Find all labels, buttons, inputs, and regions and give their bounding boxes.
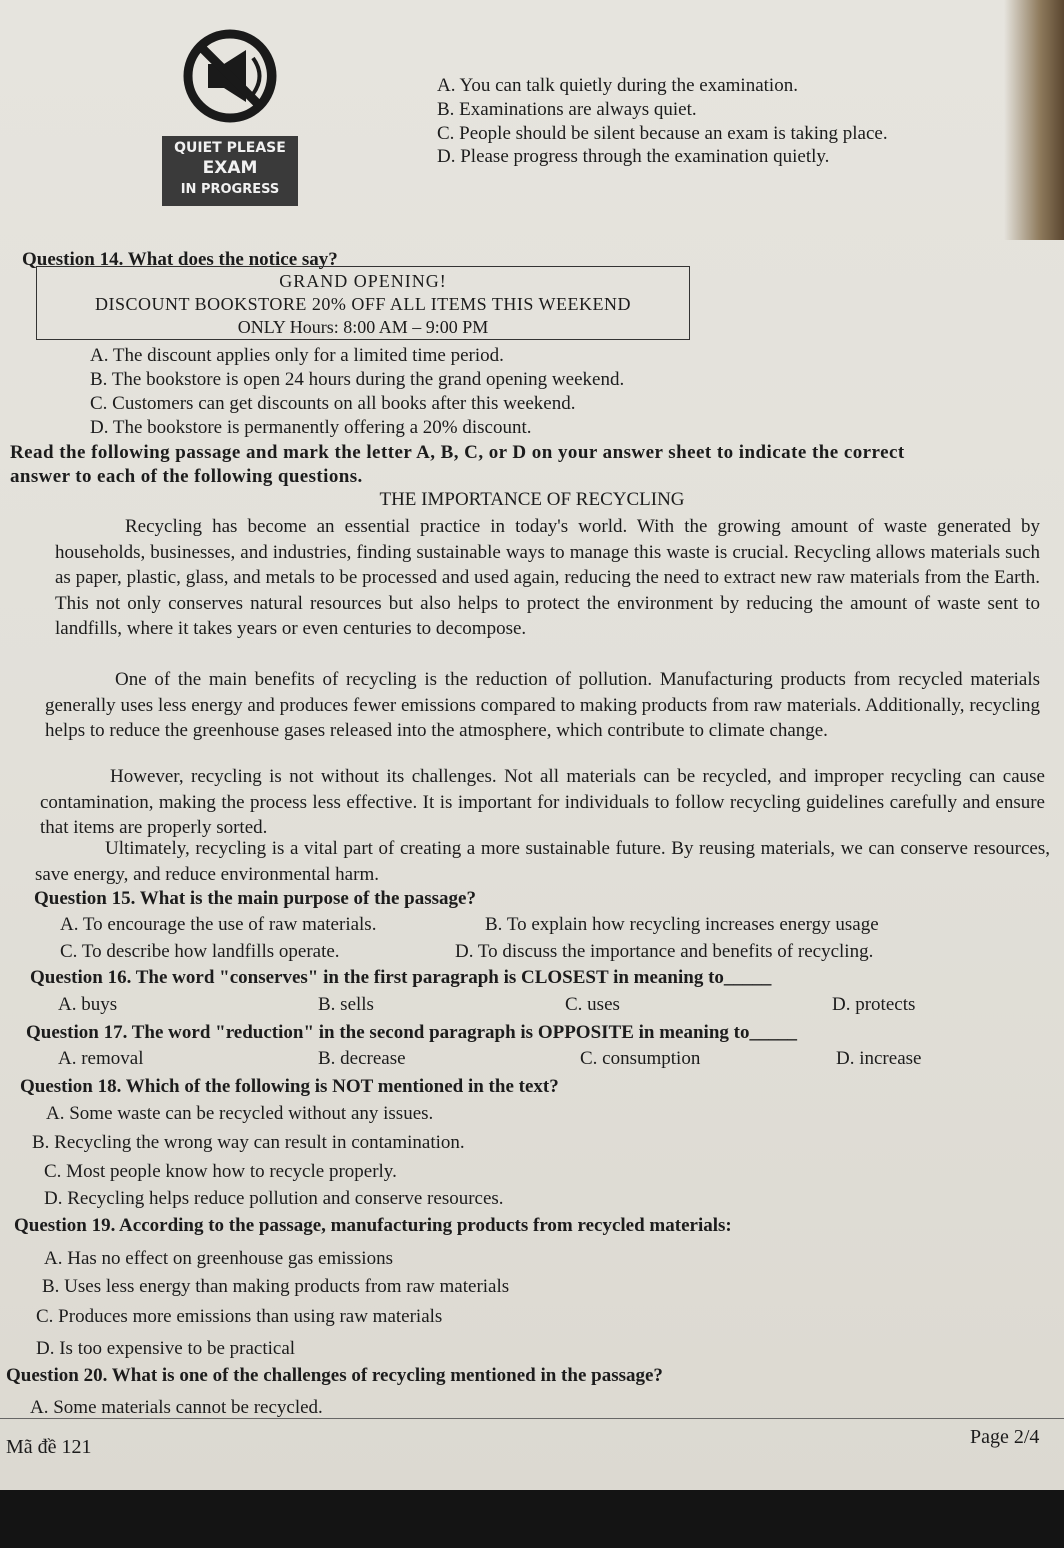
sign-progress-text: IN PROGRESS xyxy=(180,182,280,197)
q15-question: Question 15. What is the main purpose of the passage? xyxy=(34,888,476,909)
paragraph-2-text: One of the main benefits of recycling is the reduction of pollution. Manufacturing products from recycled materials generally uses less energy and produces fewer emissions compared to making products from raw materials. Additionally, recycling helps to reduce the greenhouse gases released into the atmosphere, which contribute to climate change. xyxy=(45,669,1040,741)
q16-option-c: C. uses xyxy=(565,994,620,1015)
q17-question-text: Question 17. The word "reduction" in the second paragraph is OPPOSITE in meaning to_____ xyxy=(26,1022,797,1043)
q18-option-d: D. Recycling helps reduce pollution and conserve resources. xyxy=(44,1188,504,1209)
sign-exam-text: EXAM xyxy=(202,158,258,178)
q19-option-a: A. Has no effect on greenhouse gas emissions xyxy=(44,1248,393,1269)
q13-option-c: C. People should be silent because an exam is taking place. xyxy=(437,123,888,144)
q14-option-a: A. The discount applies only for a limited time period. xyxy=(90,345,504,366)
q16-option-a: A. buys xyxy=(58,994,118,1015)
footer-divider xyxy=(0,1418,1064,1419)
instructions-line-2: answer to each of the following questions. xyxy=(10,466,363,487)
paragraph-4-text: Ultimately, recycling is a vital part of creating a more sustainable future. By reusing materials, we can conserve resources, save energy, and reduce environmental harm. xyxy=(35,838,1050,885)
q17-question xyxy=(26,1021,797,1044)
q15-option-c: C. To describe how landfills operate. xyxy=(60,941,340,962)
q18-question: Question 18. Which of the following is NOT mentioned in the text? xyxy=(20,1076,559,1097)
passage-paragraph-1 xyxy=(55,514,1040,642)
q15-option-a: A. To encourage the use of raw materials. xyxy=(60,914,377,935)
q19-question: Question 19. According to the passage, manufacturing products from recycled materials: xyxy=(14,1215,732,1236)
q19-option-d: D. Is too expensive to be practical xyxy=(36,1338,296,1359)
notice-line-2: DISCOUNT BOOKSTORE 20% OFF ALL ITEMS THIS WEEKEND xyxy=(94,294,632,314)
q16-question xyxy=(30,966,771,989)
page-number: Page 2/4 xyxy=(970,1426,1040,1448)
q18-option-b: B. Recycling the wrong way can result in contamination. xyxy=(32,1132,465,1153)
sign-quiet-text: QUIET PLEASE xyxy=(174,140,286,156)
q18-option-a: A. Some waste can be recycled without any issues. xyxy=(46,1103,434,1124)
instructions-line-1: Read the following passage and mark the letter A, B, C, or D on your answer sheet to indicate the correct xyxy=(10,442,905,463)
q13-option-d: D. Please progress through the examination quietly. xyxy=(437,146,830,167)
q14-option-d: D. The bookstore is permanently offering a 20% discount. xyxy=(90,417,532,438)
passage-title: THE IMPORTANCE OF RECYCLING xyxy=(379,489,685,510)
q14-option-b: B. The bookstore is open 24 hours during the grand opening weekend. xyxy=(90,369,625,390)
q17-option-a: A. removal xyxy=(58,1048,144,1069)
page-edge-shadow xyxy=(1004,0,1064,240)
passage-paragraph-2 xyxy=(45,667,1040,744)
quiet-sign-image xyxy=(150,28,310,208)
passage-paragraph-3 xyxy=(40,764,1045,841)
q15-option-b: B. To explain how recycling increases energy usage xyxy=(485,914,879,935)
exam-code: Mã đề 121 xyxy=(6,1436,92,1458)
q17-option-b: B. decrease xyxy=(318,1048,406,1069)
q20-question: Question 20. What is one of the challenges of recycling mentioned in the passage? xyxy=(6,1365,663,1386)
q17-option-d: D. increase xyxy=(836,1048,922,1069)
no-talking-icon xyxy=(150,28,310,128)
paragraph-3-text: However, recycling is not without its challenges. Not all materials can be recycled, and improper recycling can cause contamination, making the process less effective. It is important for individuals to follow recycling guidelines carefully and ensure that items are properly sorted. xyxy=(40,766,1045,838)
sale-notice-box xyxy=(36,266,690,340)
q13-option-b: B. Examinations are always quiet. xyxy=(437,99,697,120)
q16-option-d: D. protects xyxy=(832,994,916,1015)
q16-question-text: Question 16. The word "conserves" in the first paragraph is CLOSEST in meaning to_____ xyxy=(30,967,772,988)
notice-line-3: ONLY Hours: 8:00 AM – 9:00 PM xyxy=(237,317,489,337)
q20-option-a: A. Some materials cannot be recycled. xyxy=(30,1397,323,1418)
passage-paragraph-4 xyxy=(35,836,1050,887)
q19-option-b: B. Uses less energy than making products from raw materials xyxy=(42,1276,510,1297)
q16-option-b: B. sells xyxy=(318,994,374,1015)
paragraph-1-text: Recycling has become an essential practice in today's world. With the growing amount of waste generated by households, businesses, and industries, finding sustainable ways to manage this waste is crucial. Recycling allows materials such as paper, plastic, glass, and metals to be processed and used again, reducing the need to extract new raw materials from the Earth. This not only conserves natural resources but also helps to protect the environment by reducing the amount of waste sent to landfills, where it takes years or even centuries to decompose. xyxy=(55,516,1040,639)
q17-option-c: C. consumption xyxy=(580,1048,701,1069)
q14-option-c: C. Customers can get discounts on all books after this weekend. xyxy=(90,393,576,414)
q13-option-a: A. You can talk quietly during the examination. xyxy=(437,75,798,96)
q18-option-c: C. Most people know how to recycle properly. xyxy=(44,1161,397,1182)
q14-question-text: Question 14. What does the notice say? xyxy=(22,249,338,270)
q19-option-c: C. Produces more emissions than using raw materials xyxy=(36,1306,443,1327)
dark-background xyxy=(0,1490,1064,1548)
notice-line-1: GRAND OPENING! xyxy=(279,271,447,291)
q15-option-d: D. To discuss the importance and benefits of recycling. xyxy=(455,941,874,962)
